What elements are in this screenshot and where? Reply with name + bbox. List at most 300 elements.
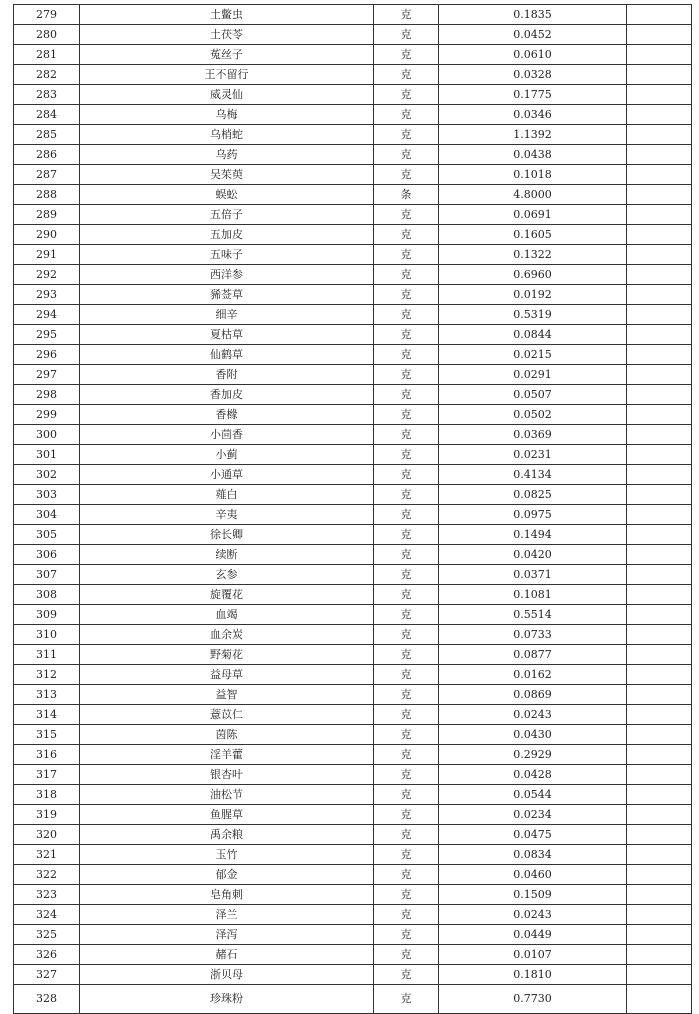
- unit-cell: 克: [374, 365, 439, 385]
- row-number-cell: 299: [14, 405, 80, 425]
- empty-cell: [627, 605, 692, 625]
- medicine-name-cell: 仙鹤草: [80, 345, 374, 365]
- price-cell: 0.0733: [439, 625, 627, 645]
- price-cell: 0.4134: [439, 465, 627, 485]
- row-number-cell: 307: [14, 565, 80, 585]
- table-row: [14, 545, 692, 565]
- price-cell: 0.0544: [439, 785, 627, 805]
- table-row: [14, 965, 692, 985]
- medicine-name-cell: 野菊花: [80, 645, 374, 665]
- empty-cell: [627, 565, 692, 585]
- unit-cell: 克: [374, 225, 439, 245]
- unit-cell: 克: [374, 625, 439, 645]
- medicine-name-cell: 王不留行: [80, 65, 374, 85]
- unit-cell: 克: [374, 525, 439, 545]
- medicine-name-cell: 五加皮: [80, 225, 374, 245]
- row-number-cell: 328: [14, 985, 80, 1014]
- medicine-name-cell: 油松节: [80, 785, 374, 805]
- unit-cell: 克: [374, 25, 439, 45]
- medicine-name-cell: 辛夷: [80, 505, 374, 525]
- medicine-name-cell: 蜈蚣: [80, 185, 374, 205]
- table-row: [14, 45, 692, 65]
- price-cell: 0.0452: [439, 25, 627, 45]
- table-row: [14, 925, 692, 945]
- unit-cell: 克: [374, 925, 439, 945]
- table-row: [14, 805, 692, 825]
- medicine-name-cell: 泽兰: [80, 905, 374, 925]
- empty-cell: [627, 125, 692, 145]
- medicine-name-cell: 乌药: [80, 145, 374, 165]
- empty-cell: [627, 5, 692, 25]
- table-row: [14, 145, 692, 165]
- table-row: [14, 105, 692, 125]
- price-cell: 0.1775: [439, 85, 627, 105]
- row-number-cell: 283: [14, 85, 80, 105]
- table-row: [14, 865, 692, 885]
- medicine-name-cell: 菟丝子: [80, 45, 374, 65]
- price-cell: 0.0234: [439, 805, 627, 825]
- unit-cell: 克: [374, 565, 439, 585]
- empty-cell: [627, 765, 692, 785]
- price-cell: 0.0869: [439, 685, 627, 705]
- empty-cell: [627, 505, 692, 525]
- empty-cell: [627, 585, 692, 605]
- table-row: [14, 165, 692, 185]
- row-number-cell: 290: [14, 225, 80, 245]
- row-number-cell: 313: [14, 685, 80, 705]
- price-cell: 1.1392: [439, 125, 627, 145]
- unit-cell: 克: [374, 385, 439, 405]
- empty-cell: [627, 825, 692, 845]
- price-cell: 0.0834: [439, 845, 627, 865]
- row-number-cell: 327: [14, 965, 80, 985]
- price-cell: 0.0691: [439, 205, 627, 225]
- empty-cell: [627, 325, 692, 345]
- table-row: [14, 265, 692, 285]
- unit-cell: 克: [374, 505, 439, 525]
- unit-cell: 克: [374, 945, 439, 965]
- unit-cell: 克: [374, 785, 439, 805]
- empty-cell: [627, 945, 692, 965]
- row-number-cell: 292: [14, 265, 80, 285]
- empty-cell: [627, 205, 692, 225]
- unit-cell: 克: [374, 5, 439, 25]
- unit-cell: 克: [374, 605, 439, 625]
- row-number-cell: 289: [14, 205, 80, 225]
- row-number-cell: 281: [14, 45, 80, 65]
- empty-cell: [627, 65, 692, 85]
- row-number-cell: 285: [14, 125, 80, 145]
- empty-cell: [627, 545, 692, 565]
- price-cell: 0.1835: [439, 5, 627, 25]
- unit-cell: 克: [374, 445, 439, 465]
- unit-cell: 克: [374, 265, 439, 285]
- empty-cell: [627, 45, 692, 65]
- table-row: [14, 685, 692, 705]
- row-number-cell: 302: [14, 465, 80, 485]
- price-table-body: [14, 5, 692, 1014]
- medicine-name-cell: 威灵仙: [80, 85, 374, 105]
- row-number-cell: 294: [14, 305, 80, 325]
- medicine-name-cell: 血竭: [80, 605, 374, 625]
- medicine-name-cell: 郁金: [80, 865, 374, 885]
- row-number-cell: 287: [14, 165, 80, 185]
- table-row: [14, 205, 692, 225]
- table-row: [14, 345, 692, 365]
- price-cell: 0.6960: [439, 265, 627, 285]
- medicine-name-cell: 珍珠粉: [80, 985, 374, 1014]
- price-cell: 0.0877: [439, 645, 627, 665]
- empty-cell: [627, 405, 692, 425]
- unit-cell: 克: [374, 985, 439, 1014]
- medicine-name-cell: 五味子: [80, 245, 374, 265]
- row-number-cell: 308: [14, 585, 80, 605]
- table-row: [14, 585, 692, 605]
- table-row: [14, 665, 692, 685]
- unit-cell: 克: [374, 405, 439, 425]
- table-row: [14, 525, 692, 545]
- row-number-cell: 311: [14, 645, 80, 665]
- unit-cell: 克: [374, 545, 439, 565]
- row-number-cell: 315: [14, 725, 80, 745]
- unit-cell: 克: [374, 465, 439, 485]
- empty-cell: [627, 465, 692, 485]
- row-number-cell: 318: [14, 785, 80, 805]
- unit-cell: 克: [374, 285, 439, 305]
- unit-cell: 克: [374, 45, 439, 65]
- unit-cell: 克: [374, 105, 439, 125]
- medicine-name-cell: 小蓟: [80, 445, 374, 465]
- medicine-name-cell: 西洋参: [80, 265, 374, 285]
- empty-cell: [627, 785, 692, 805]
- table-row: [14, 305, 692, 325]
- unit-cell: 克: [374, 865, 439, 885]
- unit-cell: 克: [374, 765, 439, 785]
- unit-cell: 克: [374, 485, 439, 505]
- medicine-name-cell: 土茯苓: [80, 25, 374, 45]
- empty-cell: [627, 965, 692, 985]
- unit-cell: 克: [374, 585, 439, 605]
- medicine-name-cell: 土鳖虫: [80, 5, 374, 25]
- medicine-name-cell: 乌梢蛇: [80, 125, 374, 145]
- medicine-name-cell: 鱼腥草: [80, 805, 374, 825]
- row-number-cell: 316: [14, 745, 80, 765]
- row-number-cell: 312: [14, 665, 80, 685]
- table-row: [14, 125, 692, 145]
- row-number-cell: 322: [14, 865, 80, 885]
- table-row: [14, 565, 692, 585]
- empty-cell: [627, 665, 692, 685]
- empty-cell: [627, 145, 692, 165]
- row-number-cell: 296: [14, 345, 80, 365]
- medicine-name-cell: 旋覆花: [80, 585, 374, 605]
- medicine-name-cell: 香橼: [80, 405, 374, 425]
- empty-cell: [627, 985, 692, 1014]
- row-number-cell: 301: [14, 445, 80, 465]
- price-cell: 0.1810: [439, 965, 627, 985]
- row-number-cell: 321: [14, 845, 80, 865]
- price-cell: 0.0507: [439, 385, 627, 405]
- medicine-name-cell: 细辛: [80, 305, 374, 325]
- unit-cell: 克: [374, 965, 439, 985]
- price-cell: 4.8000: [439, 185, 627, 205]
- price-cell: 0.0460: [439, 865, 627, 885]
- price-cell: 0.0975: [439, 505, 627, 525]
- row-number-cell: 310: [14, 625, 80, 645]
- unit-cell: 克: [374, 645, 439, 665]
- medicine-name-cell: 浙贝母: [80, 965, 374, 985]
- unit-cell: 克: [374, 745, 439, 765]
- empty-cell: [627, 925, 692, 945]
- medicine-name-cell: 血余炭: [80, 625, 374, 645]
- empty-cell: [627, 85, 692, 105]
- price-cell: 0.0844: [439, 325, 627, 345]
- row-number-cell: 280: [14, 25, 80, 45]
- empty-cell: [627, 905, 692, 925]
- row-number-cell: 325: [14, 925, 80, 945]
- price-cell: 0.0328: [439, 65, 627, 85]
- unit-cell: 克: [374, 65, 439, 85]
- table-row: [14, 645, 692, 665]
- empty-cell: [627, 885, 692, 905]
- medicine-name-cell: 薤白: [80, 485, 374, 505]
- unit-cell: 克: [374, 685, 439, 705]
- unit-cell: 克: [374, 805, 439, 825]
- table-row: [14, 25, 692, 45]
- table-row: [14, 765, 692, 785]
- price-cell: 0.1322: [439, 245, 627, 265]
- empty-cell: [627, 345, 692, 365]
- price-cell: 0.1018: [439, 165, 627, 185]
- empty-cell: [627, 225, 692, 245]
- price-cell: 0.0502: [439, 405, 627, 425]
- table-row: [14, 605, 692, 625]
- price-cell: 0.0369: [439, 425, 627, 445]
- unit-cell: 克: [374, 165, 439, 185]
- unit-cell: 克: [374, 125, 439, 145]
- table-row: [14, 405, 692, 425]
- table-row: [14, 465, 692, 485]
- table-row: [14, 705, 692, 725]
- empty-cell: [627, 685, 692, 705]
- table-row: [14, 85, 692, 105]
- medicine-name-cell: 益母草: [80, 665, 374, 685]
- table-row: [14, 5, 692, 25]
- medicine-name-cell: 禹余粮: [80, 825, 374, 845]
- empty-cell: [627, 425, 692, 445]
- table-row: [14, 425, 692, 445]
- empty-cell: [627, 105, 692, 125]
- empty-cell: [627, 865, 692, 885]
- table-row: [14, 845, 692, 865]
- empty-cell: [627, 625, 692, 645]
- medicine-name-cell: 玉竹: [80, 845, 374, 865]
- empty-cell: [627, 25, 692, 45]
- row-number-cell: 304: [14, 505, 80, 525]
- row-number-cell: 309: [14, 605, 80, 625]
- unit-cell: 克: [374, 145, 439, 165]
- row-number-cell: 279: [14, 5, 80, 25]
- table-row: [14, 785, 692, 805]
- unit-cell: 克: [374, 245, 439, 265]
- row-number-cell: 291: [14, 245, 80, 265]
- row-number-cell: 324: [14, 905, 80, 925]
- row-number-cell: 320: [14, 825, 80, 845]
- medicine-name-cell: 夏枯草: [80, 325, 374, 345]
- medicine-name-cell: 续断: [80, 545, 374, 565]
- empty-cell: [627, 705, 692, 725]
- table-row: [14, 745, 692, 765]
- unit-cell: 克: [374, 305, 439, 325]
- empty-cell: [627, 745, 692, 765]
- row-number-cell: 319: [14, 805, 80, 825]
- empty-cell: [627, 445, 692, 465]
- row-number-cell: 323: [14, 885, 80, 905]
- unit-cell: 克: [374, 885, 439, 905]
- unit-cell: 克: [374, 345, 439, 365]
- row-number-cell: 314: [14, 705, 80, 725]
- table-row: [14, 725, 692, 745]
- price-cell: 0.7730: [439, 985, 627, 1014]
- price-cell: 0.5514: [439, 605, 627, 625]
- row-number-cell: 293: [14, 285, 80, 305]
- unit-cell: 克: [374, 825, 439, 845]
- price-cell: 0.0231: [439, 445, 627, 465]
- row-number-cell: 305: [14, 525, 80, 545]
- table-row: [14, 945, 692, 965]
- row-number-cell: 306: [14, 545, 80, 565]
- price-cell: 0.0610: [439, 45, 627, 65]
- medicine-name-cell: 香加皮: [80, 385, 374, 405]
- price-cell: 0.0438: [439, 145, 627, 165]
- medicine-name-cell: 淫羊藿: [80, 745, 374, 765]
- row-number-cell: 303: [14, 485, 80, 505]
- table-row: [14, 285, 692, 305]
- empty-cell: [627, 365, 692, 385]
- empty-cell: [627, 305, 692, 325]
- table-row: [14, 625, 692, 645]
- price-cell: 0.0243: [439, 905, 627, 925]
- price-cell: 0.0346: [439, 105, 627, 125]
- row-number-cell: 326: [14, 945, 80, 965]
- medicine-name-cell: 赭石: [80, 945, 374, 965]
- unit-cell: 克: [374, 665, 439, 685]
- empty-cell: [627, 165, 692, 185]
- price-cell: 0.2929: [439, 745, 627, 765]
- price-cell: 0.0420: [439, 545, 627, 565]
- price-cell: 0.0162: [439, 665, 627, 685]
- empty-cell: [627, 845, 692, 865]
- empty-cell: [627, 525, 692, 545]
- price-cell: 0.0475: [439, 825, 627, 845]
- medicine-name-cell: 五倍子: [80, 205, 374, 225]
- medicine-name-cell: 徐长卿: [80, 525, 374, 545]
- medicine-name-cell: 香附: [80, 365, 374, 385]
- medicine-name-cell: 益智: [80, 685, 374, 705]
- row-number-cell: 284: [14, 105, 80, 125]
- table-row: [14, 365, 692, 385]
- price-cell: 0.1494: [439, 525, 627, 545]
- row-number-cell: 300: [14, 425, 80, 445]
- table-row: [14, 325, 692, 345]
- table-row: [14, 385, 692, 405]
- row-number-cell: 298: [14, 385, 80, 405]
- medicine-name-cell: 银杏叶: [80, 765, 374, 785]
- medicine-name-cell: 乌梅: [80, 105, 374, 125]
- empty-cell: [627, 245, 692, 265]
- price-cell: 0.1509: [439, 885, 627, 905]
- price-cell: 0.5319: [439, 305, 627, 325]
- table-row: [14, 185, 692, 205]
- unit-cell: 克: [374, 205, 439, 225]
- row-number-cell: 286: [14, 145, 80, 165]
- price-cell: 0.1081: [439, 585, 627, 605]
- price-cell: 0.0371: [439, 565, 627, 585]
- table-row: [14, 505, 692, 525]
- price-table: [13, 4, 692, 1014]
- empty-cell: [627, 805, 692, 825]
- medicine-name-cell: 皂角刺: [80, 885, 374, 905]
- price-cell: 0.0291: [439, 365, 627, 385]
- empty-cell: [627, 645, 692, 665]
- medicine-name-cell: 薏苡仁: [80, 705, 374, 725]
- medicine-name-cell: 茵陈: [80, 725, 374, 745]
- price-cell: 0.0243: [439, 705, 627, 725]
- table-row: [14, 885, 692, 905]
- medicine-name-cell: 吴茱萸: [80, 165, 374, 185]
- row-number-cell: 297: [14, 365, 80, 385]
- table-row: [14, 445, 692, 465]
- unit-cell: 克: [374, 725, 439, 745]
- empty-cell: [627, 265, 692, 285]
- empty-cell: [627, 185, 692, 205]
- medicine-name-cell: 小茴香: [80, 425, 374, 445]
- medicine-name-cell: 豨莶草: [80, 285, 374, 305]
- row-number-cell: 317: [14, 765, 80, 785]
- medicine-name-cell: 泽泻: [80, 925, 374, 945]
- table-row: [14, 825, 692, 845]
- price-cell: 0.0192: [439, 285, 627, 305]
- row-number-cell: 282: [14, 65, 80, 85]
- unit-cell: 克: [374, 85, 439, 105]
- table-row: [14, 65, 692, 85]
- empty-cell: [627, 485, 692, 505]
- table-row: [14, 245, 692, 265]
- table-row: [14, 985, 692, 1014]
- empty-cell: [627, 385, 692, 405]
- empty-cell: [627, 285, 692, 305]
- price-cell: 0.0428: [439, 765, 627, 785]
- empty-cell: [627, 725, 692, 745]
- unit-cell: 克: [374, 905, 439, 925]
- unit-cell: 克: [374, 425, 439, 445]
- price-cell: 0.0430: [439, 725, 627, 745]
- price-cell: 0.0107: [439, 945, 627, 965]
- row-number-cell: 295: [14, 325, 80, 345]
- table-row: [14, 485, 692, 505]
- unit-cell: 克: [374, 845, 439, 865]
- row-number-cell: 288: [14, 185, 80, 205]
- unit-cell: 克: [374, 705, 439, 725]
- price-cell: 0.0215: [439, 345, 627, 365]
- medicine-name-cell: 小通草: [80, 465, 374, 485]
- table-row: [14, 225, 692, 245]
- price-cell: 0.0449: [439, 925, 627, 945]
- table-row: [14, 905, 692, 925]
- price-cell: 0.0825: [439, 485, 627, 505]
- unit-cell: 克: [374, 325, 439, 345]
- unit-cell: 条: [374, 185, 439, 205]
